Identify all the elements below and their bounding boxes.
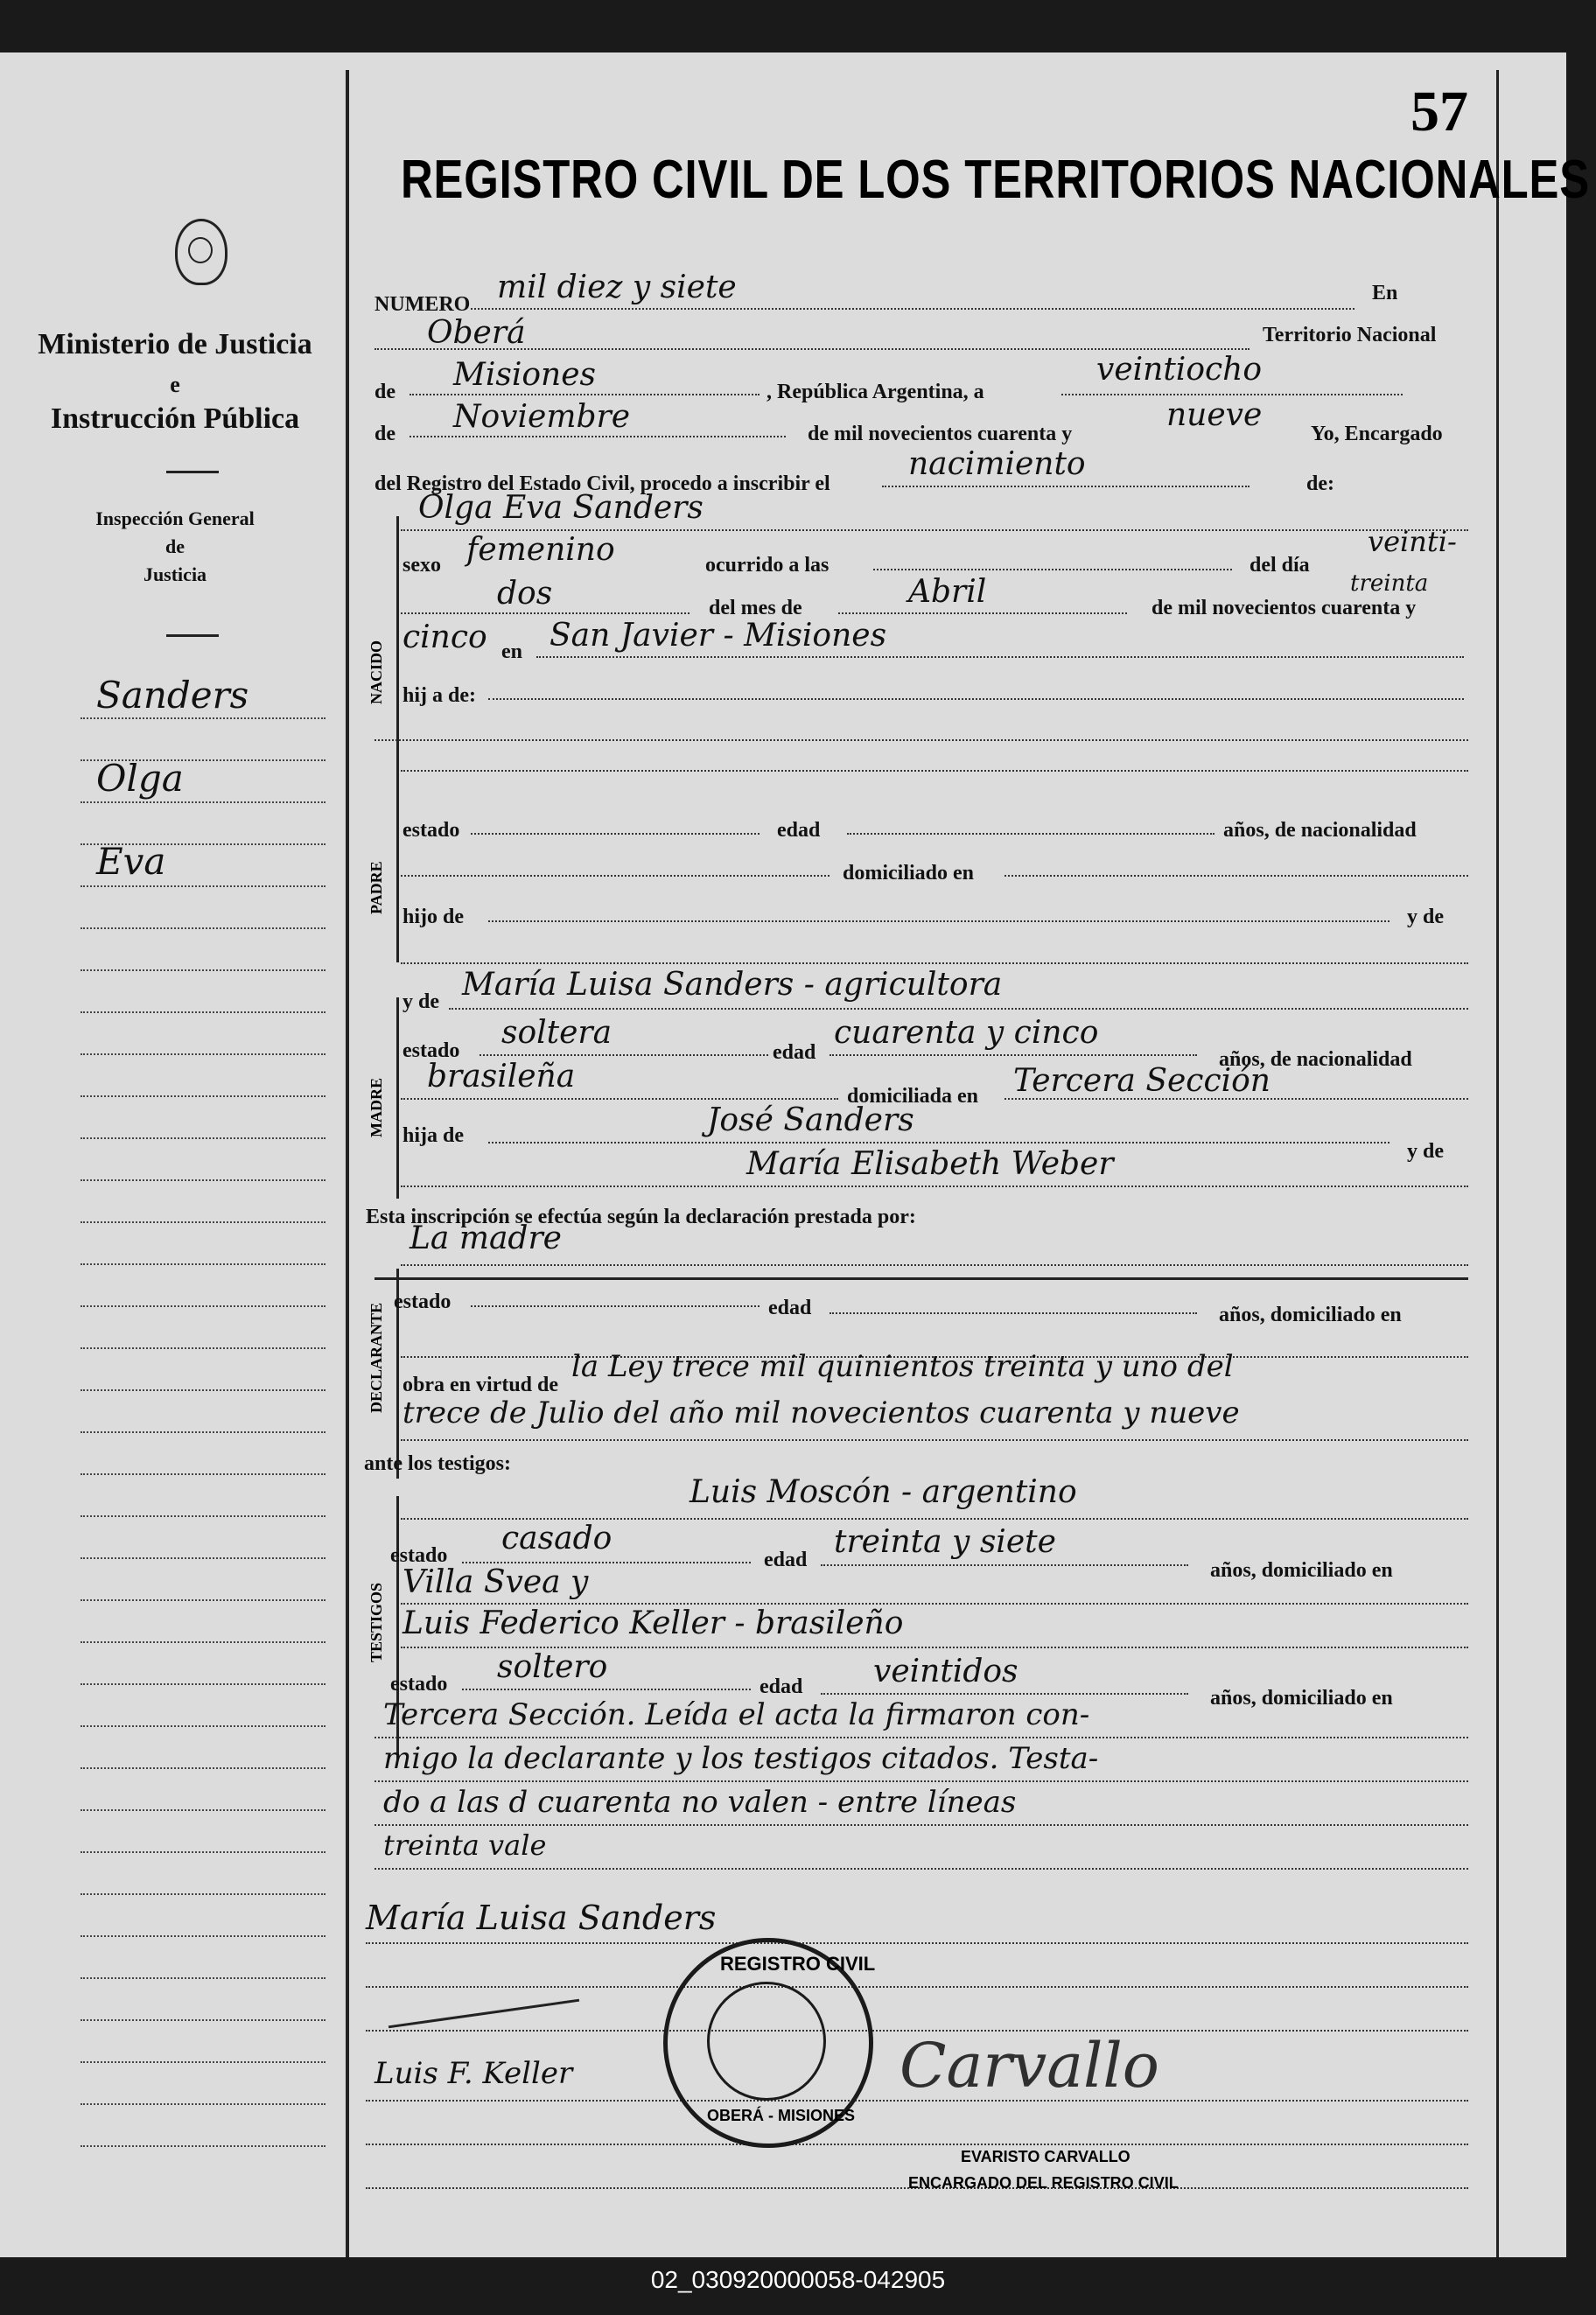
year-label: de mil novecientos cuarenta y [1152,597,1417,619]
month-value: Abril [908,574,987,610]
domiciliada-label: domiciliada en [847,1085,979,1108]
stamp-bottom-text: OBERÁ - MISIONES [707,2107,856,2124]
place-value: Oberá [427,315,526,351]
year-value: cinco [402,619,487,655]
closing-line2: migo la declarante y los testigos citados. Testa- [383,1741,1099,1776]
mother-edad: cuarenta y cinco [834,1015,1099,1051]
del-dia-label: del día [1250,554,1310,577]
witness1-name: Luis Moscón - argentino [690,1474,1077,1510]
ministry-line1: Ministerio de Justicia [38,328,312,360]
witness1-edad: treinta y siete [834,1524,1056,1560]
registrar-signature: Carvallo [900,2030,1159,2102]
anos-label: años, domiciliado en [1210,1559,1393,1582]
registrar-name: EVARISTO CARVALLO [961,2148,1130,2165]
padre-side-label: PADRE [368,861,385,914]
estado-label: estado [402,819,460,842]
page-number: 57 [1410,80,1468,143]
register-page [0,52,1590,2257]
divider [166,634,219,637]
mother-nacionalidad: brasileña [427,1059,576,1095]
signature-mother: María Luisa Sanders [366,1899,717,1937]
mother-name: María Luisa Sanders - agricultora [462,967,1003,1003]
signature-witness2: Luis F. Keller [374,2056,573,2091]
stamp-top-text: REGISTRO CIVIL [720,1953,876,1975]
declaracion-intro: Esta inscripción se efectúa según la declaración prestada por: [366,1206,916,1228]
testigos-intro: ante los testigos: [364,1452,511,1475]
mother-domicilio: Tercera Sección [1013,1063,1270,1099]
birthplace-value: San Javier - Misiones [550,618,887,654]
day-value: veintiocho [1096,352,1263,388]
margin-first-name: Olga [96,757,184,800]
republica-label: , República Argentina, a [766,381,984,403]
witness2-estado: soltero [497,1649,608,1685]
closing-line1: Tercera Sección. Leída el acta la firmaron con- [383,1697,1090,1732]
ocurrido-label: ocurrido a las [705,554,830,577]
year-label: de mil novecientos cuarenta y [808,423,1073,445]
divider [166,471,219,473]
ministry-line3: Instrucción Pública [50,402,300,435]
margin-column [0,52,346,2257]
coat-of-arms-icon [175,219,228,285]
main-column [348,52,1590,2257]
yo-label: Yo, Encargado [1311,423,1443,445]
y-de-label: y de [1407,1140,1444,1163]
numero-value: mil diez y siete [497,269,737,305]
en-label: En [1372,282,1398,304]
hijo-de-label: hijo de [402,906,465,928]
de-label: de [374,423,396,445]
witness2-name: Luis Federico Keller - brasileño [402,1605,904,1641]
nacido-side-label: NACIDO [368,640,385,704]
witness2-edad: veintidos [873,1654,1018,1689]
anos-label: años, domiciliado en [1219,1304,1402,1326]
day-value: veinti- [1368,525,1457,558]
separator [374,1277,1468,1280]
anos-label: años, de nacionalidad [1223,819,1417,842]
image-caption: 02_030920000058-042905 [650,2266,946,2293]
declarante-side-label: DECLARANTE [368,1302,385,1413]
registry-stamp-icon [663,1938,876,2148]
closing-line3: do a las d cuarenta no valen - entre líneas [383,1785,1017,1820]
estado-label: estado [390,1544,448,1567]
de-label: de: [1306,472,1334,495]
page-title: REGISTRO CIVIL DE LOS TERRITORIOS NACIONALES [401,150,1590,210]
padre-bracket [396,752,404,962]
testigos-side-label: TESTIGOS [368,1582,385,1662]
del-mes-label: del mes de [709,597,802,619]
closing-line4: treinta vale [383,1829,547,1862]
numero-label: NUMERO [374,293,471,316]
obra-value1: la Ley trece mil quinientos treinta y uno del [571,1349,1234,1384]
obra-value2: trece de Julio del año mil novecientos cuarenta y nueve [402,1395,1240,1430]
domiciliado-label: domiciliado en [843,862,975,885]
madre-side-label: MADRE [368,1078,385,1137]
anos-label: años, domiciliado en [1210,1687,1393,1710]
obra-label: obra en virtud de [402,1374,559,1396]
territorio-label: Territorio Nacional [1263,324,1437,346]
edad-label: edad [773,1041,816,1064]
day-correction: treinta [1350,570,1429,597]
y-de-label: y de [402,990,439,1013]
act-value: nacimiento [908,446,1086,482]
inspection-line3: Justicia [143,563,207,585]
month-value: Noviembre [453,399,631,435]
mother-father: José Sanders [707,1102,914,1138]
en-label: en [501,640,522,663]
de-label: de [374,381,396,403]
anos-label: años, de nacionalidad [1219,1048,1412,1071]
edad-label: edad [760,1675,803,1698]
edad-label: edad [768,1297,812,1319]
margin-surname: Sanders [96,674,249,717]
hijo-label: hij a de: [402,684,476,707]
sexo-value: femenino [466,532,615,568]
edad-label: edad [764,1549,808,1571]
estado-label: estado [390,1673,448,1696]
mother-mother: María Elisabeth Weber [746,1146,1114,1182]
margin-second-name: Eva [96,840,166,883]
registro-label: del Registro del Estado Civil, procedo a inscribir el [374,472,830,495]
mother-estado: soltera [501,1015,612,1051]
signature-witness1-icon [388,1999,579,2029]
witness1-domicilio: Villa Svea y [402,1564,589,1600]
territory-value: Misiones [453,357,597,393]
estado-label: estado [402,1039,460,1062]
child-name: Olga Eva Sanders [418,490,704,526]
ministry-line2: e [170,372,180,397]
hija-de-label: hija de [402,1124,465,1147]
estado-label: estado [394,1290,452,1313]
sexo-label: sexo [402,554,441,577]
registrar-title: ENCARGADO DEL REGISTRO CIVIL [908,2174,1179,2192]
inspection-line1: Inspección General [95,507,255,529]
year-value: nueve [1166,397,1263,433]
declarante-name: La madre [410,1220,562,1256]
edad-label: edad [777,819,821,842]
stamp-seal-icon [707,1982,826,2101]
day-value2: dos [497,576,553,612]
inspection-line2: de [165,535,185,557]
witness1-estado: casado [501,1521,612,1556]
y-de-label: y de [1407,906,1444,928]
